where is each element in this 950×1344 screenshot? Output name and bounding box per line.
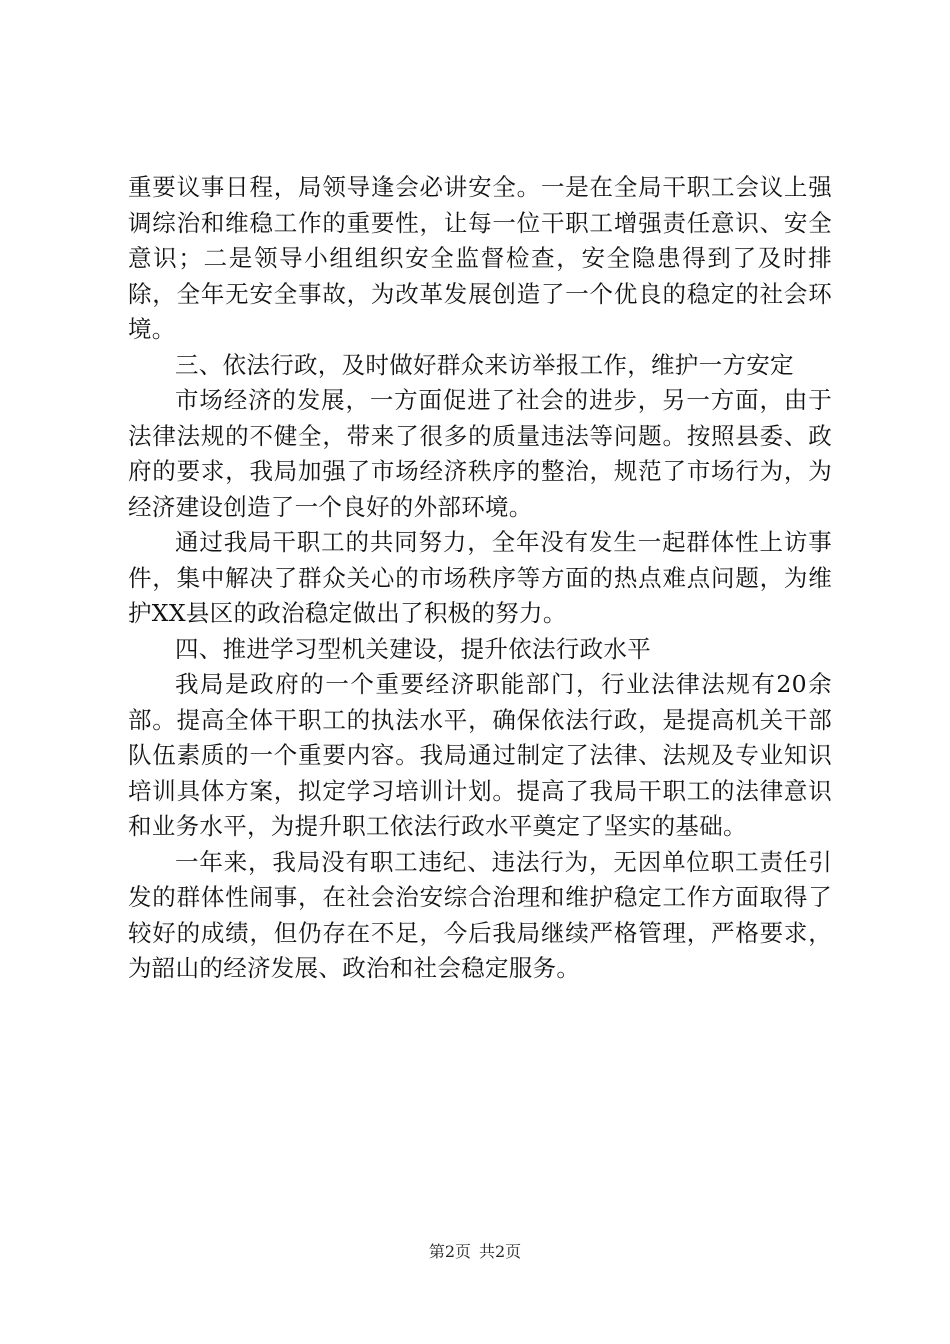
- section-heading-3: 三、依法行政，及时做好群众来访举报工作，维护一方安定: [175, 350, 794, 379]
- paragraph: 市场经济的发展，一方面促进了社会的进步，另一方面，由于法律法规的不健全，带来了很多的质量违法等问题。按照县委、政府的要求，我局加强了市场经济秩序的整治，规范了市场行为，为经济建设创造了一个良好的外部环境。: [128, 386, 832, 521]
- document-body: [128, 170, 832, 987]
- paragraph: 通过我局干职工的共同努力，全年没有发生一起群体性上访事件，集中解决了群众关心的市场秩序等方面的热点难点问题，为维护XX县区的政治稳定做出了积极的努力。: [128, 528, 832, 627]
- section-heading-4: 四、推进学习型机关建设，提升依法行政水平: [175, 634, 651, 663]
- paragraph-continuation: 重要议事日程，局领导逢会必讲安全。一是在全局干职工会议上强调综治和维稳工作的重要性，让每一位干职工增强责任意识、安全意识；二是领导小组组织安全监督检查，安全隐患得到了及时排除，全年无安全事故，为改革发展创造了一个优良的稳定的社会环境。: [128, 173, 832, 343]
- page-number: 第2页: [428, 1242, 471, 1261]
- paragraph: 我局是政府的一个重要经济职能部门，行业法律法规有20余部。提高全体干职工的执法水平，确保依法行政，是提高机关干部队伍素质的一个重要内容。我局通过制定了法律、法规及专业知识培训具体方案，拟定学习培训计划。提高了我局干职工的法律意识和业务水平，为提升职工依法行政水平奠定了坚实的基础。: [128, 670, 832, 840]
- page-footer: [0, 1242, 950, 1262]
- page-total: 共2页: [479, 1242, 522, 1261]
- paragraph: 一年来，我局没有职工违纪、违法行为，无因单位职工责任引发的群体性闹事，在社会治安综合治理和维护稳定工作方面取得了较好的成绩，但仍存在不足，今后我局继续严格管理，严格要求，为韶山的经济发展、政治和社会稳定服务。: [128, 847, 832, 982]
